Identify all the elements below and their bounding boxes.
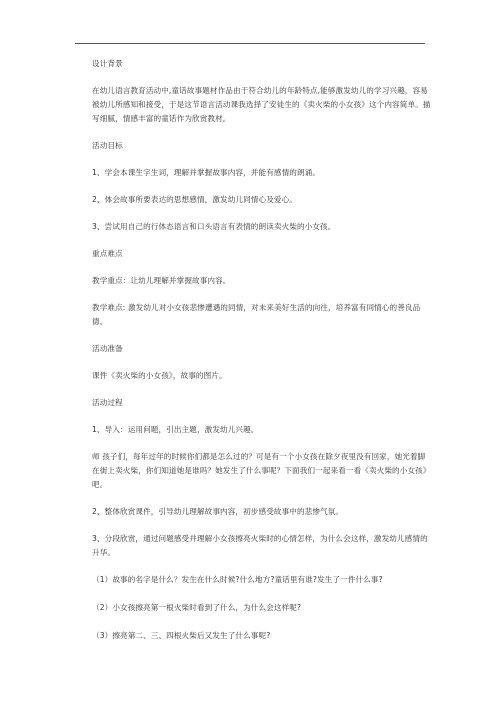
section-heading-activity-goals: 活动目标 [92,141,123,150]
goal-item-3: 3、尝试用自己的行体态语言和口头语言有表情的朗读卖火柴的小女孩。 [92,222,336,231]
question-3: （3）擦亮第二、三、四根火柴后又发生了什么事呢? [92,631,271,640]
goal-item-2: 2、体会故事所要表达的思想感情，激发幼儿同情心及爱心。 [92,195,297,204]
section-heading-process: 活动过程 [92,398,123,407]
section-heading-preparation: 活动准备 [92,344,123,353]
question-2: （2）小女孩擦亮第一根火柴时看到了什么，为什么会这样呢? [92,603,302,612]
section-heading-design-background: 设计背景 [92,59,123,68]
key-point-focus: 教学重点：让幼儿理解并掌握故事内容。 [92,276,231,285]
document-body [92,57,432,657]
header-rule [75,43,425,44]
process-step-1: 1、导入：运用问题，引出主题，激发幼儿兴趣。 [92,425,259,434]
key-point-difficulty: 教学难点: 激发幼儿对小女孩悲惨遭遇的同情，对未来美好生活的向往，培养富有同情心的善良品德。 [92,303,421,326]
preparation-text: 课件《卖火柴的小女孩》，故事的图片。 [92,371,227,380]
process-step-3: 3、分段欣赏，通过问题感受并理解小女孩擦亮火柴时的心情怎样，为什么会这样，激发幼儿感情的升华。 [92,534,428,557]
process-teacher-intro: 师 孩子们，每年过年的时候你们都是怎么过的？可是有一个小女孩在除夕夜里没有回家，她光着脚在街上卖火柴，你们知道她是谁吗？她发生了什么事呢？下面我们一起来看一看《卖火柴的小女孩》吧。 [92,452,431,489]
section-heading-key-points: 重点难点 [92,249,123,258]
question-1: （1）故事的名字是什么？发生在什么时候?什么地方?童话里有谁?发生了一件什么事? [92,575,383,584]
goal-item-1: 1、学会本课生字生词，理解并掌握故事内容，并能有感情的朗诵。 [92,168,321,177]
paragraph-design-background: 在幼儿语言教育活动中,童话故事题材作品由于符合幼儿的年龄特点,能够激发幼儿的学习兴趣，容易被幼儿所感知和接受，于是这节语言活动课我选择了安徒生的《卖火柴的小女孩》这个内容简单。描写细腻，情感丰富的童话作为欣赏教材。 [92,86,431,123]
process-step-2: 2、整体欣赏课件，引导幼儿理解故事内容，初步感受故事中的悲惨气氛。 [92,507,344,516]
